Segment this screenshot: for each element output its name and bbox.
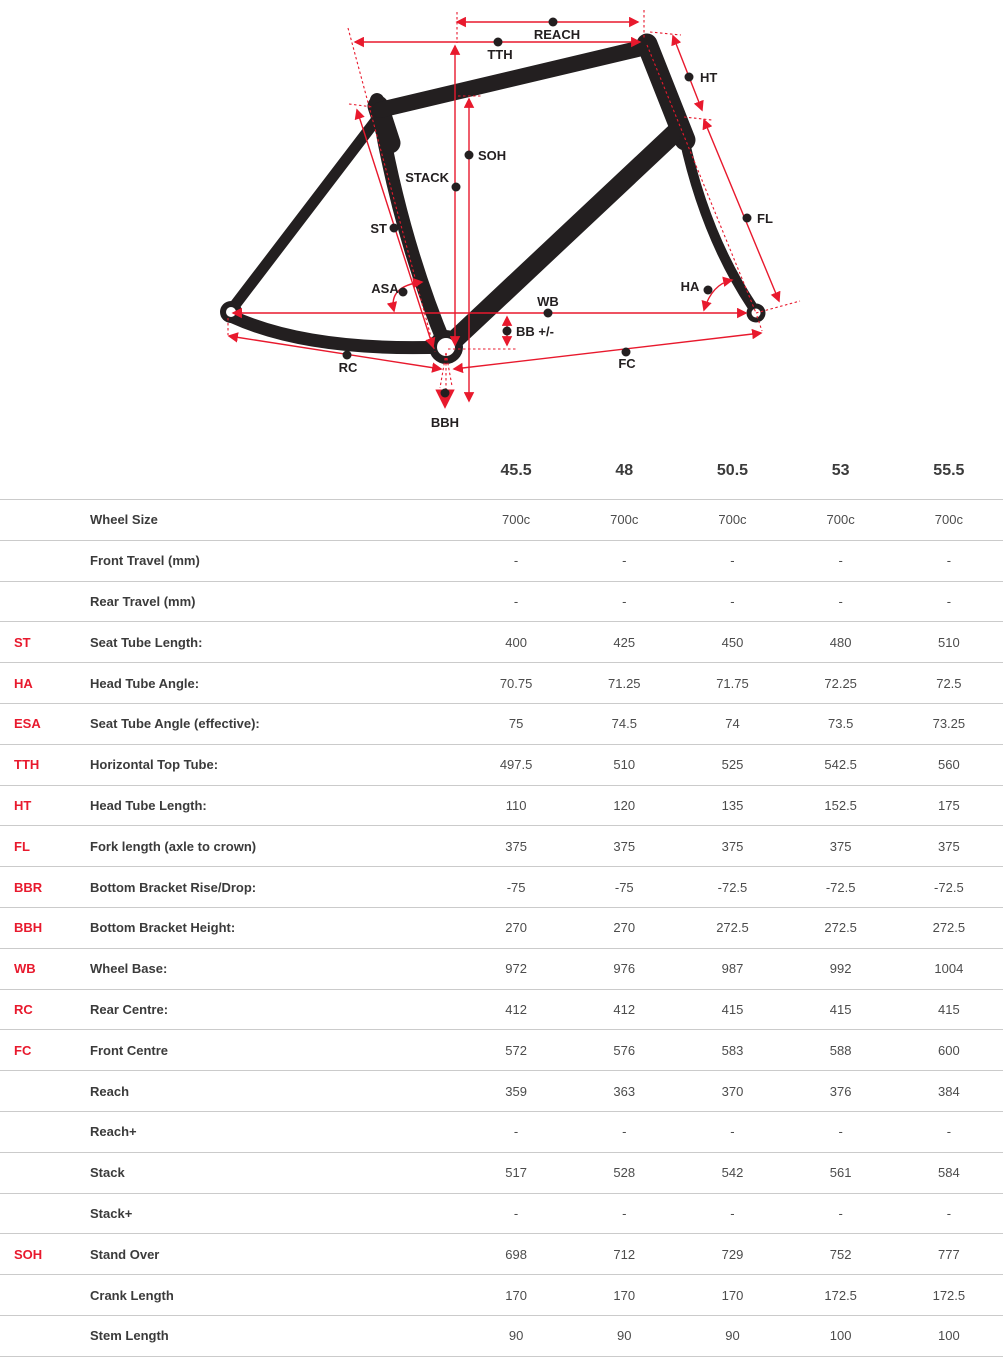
row-value: 272.5	[678, 907, 786, 948]
row-abbr: ST	[0, 622, 90, 663]
row-value: 172.5	[787, 1275, 895, 1316]
top-tube	[380, 47, 646, 110]
row-value: 100	[895, 1315, 1003, 1356]
label-ha: HA	[680, 279, 700, 294]
table-row	[0, 1152, 1003, 1193]
table-row	[0, 1111, 1003, 1152]
row-value: -72.5	[895, 867, 1003, 908]
row-abbr	[0, 1315, 90, 1356]
row-value: 72.5	[895, 663, 1003, 704]
row-value: 135	[678, 785, 786, 826]
row-label: Stack	[90, 1152, 462, 1193]
seatstay	[232, 119, 377, 309]
row-value: 412	[570, 989, 678, 1030]
row-value: 71.25	[570, 663, 678, 704]
row-value: -75	[570, 867, 678, 908]
row-label: Horizontal Top Tube:	[90, 744, 462, 785]
row-label: Front Centre	[90, 1030, 462, 1071]
row-value: 712	[570, 1234, 678, 1275]
row-abbr: BBH	[0, 907, 90, 948]
row-value: 384	[895, 1071, 1003, 1112]
row-value: 528	[570, 1152, 678, 1193]
row-value: 120	[570, 785, 678, 826]
row-value: 583	[678, 1030, 786, 1071]
row-abbr: ESA	[0, 703, 90, 744]
geometry-table-body	[0, 500, 1003, 1357]
row-label: Seat Tube Angle (effective):	[90, 703, 462, 744]
row-abbr: SOH	[0, 1234, 90, 1275]
row-value: 752	[787, 1234, 895, 1275]
row-value: 584	[895, 1152, 1003, 1193]
row-value: 588	[787, 1030, 895, 1071]
size-header: 55.5	[933, 462, 965, 479]
row-value: 415	[895, 989, 1003, 1030]
table-row	[0, 500, 1003, 541]
row-value: 600	[895, 1030, 1003, 1071]
row-value: 272.5	[895, 907, 1003, 948]
row-label: Fork length (axle to crown)	[90, 826, 462, 867]
row-value: 170	[570, 1275, 678, 1316]
row-value: 375	[678, 826, 786, 867]
bike-frame-silhouette	[220, 44, 766, 364]
soh-dot	[465, 151, 474, 160]
row-value: -	[462, 1193, 570, 1234]
geometry-table	[0, 443, 1003, 1357]
row-value: -	[895, 540, 1003, 581]
row-value: -72.5	[787, 867, 895, 908]
row-value: -	[678, 581, 786, 622]
tth-dot	[494, 38, 503, 47]
row-abbr	[0, 1152, 90, 1193]
bbh-dot	[441, 389, 450, 398]
row-abbr: TTH	[0, 744, 90, 785]
row-label: Head Tube Length:	[90, 785, 462, 826]
size-header: 53	[831, 462, 850, 479]
row-value: 400	[462, 622, 570, 663]
row-value: 425	[570, 622, 678, 663]
row-value: 170	[462, 1275, 570, 1316]
row-value: -	[787, 1193, 895, 1234]
row-value: 90	[678, 1315, 786, 1356]
row-value: -	[678, 1111, 786, 1152]
row-label: Reach	[90, 1071, 462, 1112]
row-value: 1004	[895, 948, 1003, 989]
row-label: Reach+	[90, 1111, 462, 1152]
row-value: 561	[787, 1152, 895, 1193]
row-value: 525	[678, 744, 786, 785]
row-abbr	[0, 581, 90, 622]
table-row	[0, 826, 1003, 867]
label-bbh: BBH	[430, 415, 460, 430]
row-value: -	[570, 1111, 678, 1152]
row-value: -	[462, 1111, 570, 1152]
row-label: Rear Centre:	[90, 989, 462, 1030]
row-value: -	[570, 540, 678, 581]
row-value: 412	[462, 989, 570, 1030]
ha-dot	[704, 286, 713, 295]
row-value: -	[787, 1111, 895, 1152]
row-label: Seat Tube Length:	[90, 622, 462, 663]
row-value: -	[678, 1193, 786, 1234]
header-spacer-abbr	[0, 443, 90, 500]
row-value: -	[462, 540, 570, 581]
row-label: Rear Travel (mm)	[90, 581, 462, 622]
label-ht: HT	[700, 70, 718, 85]
row-value: 376	[787, 1071, 895, 1112]
table-row	[0, 1030, 1003, 1071]
row-abbr	[0, 1071, 90, 1112]
row-value: 375	[462, 826, 570, 867]
row-value: 777	[895, 1234, 1003, 1275]
row-value: 75	[462, 703, 570, 744]
row-abbr	[0, 1275, 90, 1316]
row-label: Stand Over	[90, 1234, 462, 1275]
table-row	[0, 867, 1003, 908]
st-dot	[390, 224, 399, 233]
row-value: 976	[570, 948, 678, 989]
row-value: 700c	[570, 500, 678, 541]
ht-dot	[685, 73, 694, 82]
row-value: 363	[570, 1071, 678, 1112]
table-row	[0, 540, 1003, 581]
chainstay	[233, 317, 446, 348]
row-value: 270	[570, 907, 678, 948]
table-row	[0, 948, 1003, 989]
row-label: Stack+	[90, 1193, 462, 1234]
row-value: 152.5	[787, 785, 895, 826]
row-value: 560	[895, 744, 1003, 785]
row-value: 272.5	[787, 907, 895, 948]
row-value: 170	[678, 1275, 786, 1316]
stack-dot	[452, 183, 461, 192]
table-row	[0, 1071, 1003, 1112]
row-value: 375	[570, 826, 678, 867]
row-abbr: HA	[0, 663, 90, 704]
row-label: Bottom Bracket Rise/Drop:	[90, 867, 462, 908]
row-label: Wheel Base:	[90, 948, 462, 989]
row-value: 700c	[787, 500, 895, 541]
row-value: 572	[462, 1030, 570, 1071]
row-value: 74	[678, 703, 786, 744]
header-spacer-label	[90, 443, 462, 500]
wb-dot	[544, 309, 553, 318]
size-header-row	[0, 443, 1003, 500]
row-value: 510	[570, 744, 678, 785]
row-value: 415	[678, 989, 786, 1030]
size-header: 48	[615, 462, 634, 479]
row-value: 375	[895, 826, 1003, 867]
row-value: 992	[787, 948, 895, 989]
table-row	[0, 663, 1003, 704]
row-value: 542	[678, 1152, 786, 1193]
row-value: 73.5	[787, 703, 895, 744]
label-reach: REACH	[533, 27, 581, 42]
row-abbr: FC	[0, 1030, 90, 1071]
row-label: Head Tube Angle:	[90, 663, 462, 704]
label-bb: BB +/-	[516, 324, 554, 339]
row-value: 510	[895, 622, 1003, 663]
row-value: 71.75	[678, 663, 786, 704]
table-row	[0, 1315, 1003, 1356]
row-abbr: FL	[0, 826, 90, 867]
label-asa: ASA	[371, 281, 399, 296]
size-header: 45.5	[500, 462, 532, 479]
row-abbr: HT	[0, 785, 90, 826]
rear-axle-hole	[226, 307, 236, 317]
table-row	[0, 785, 1003, 826]
row-value: 517	[462, 1152, 570, 1193]
row-abbr	[0, 500, 90, 541]
row-value: 172.5	[895, 1275, 1003, 1316]
label-fl: FL	[757, 211, 773, 226]
row-label: Front Travel (mm)	[90, 540, 462, 581]
row-value: 370	[678, 1071, 786, 1112]
row-value: 729	[678, 1234, 786, 1275]
row-value: -	[570, 581, 678, 622]
row-value: 90	[570, 1315, 678, 1356]
row-value: 698	[462, 1234, 570, 1275]
row-value: -	[895, 1193, 1003, 1234]
row-value: 480	[787, 622, 895, 663]
row-label: Crank Length	[90, 1275, 462, 1316]
row-value: 375	[787, 826, 895, 867]
table-row	[0, 907, 1003, 948]
row-value: 70.75	[462, 663, 570, 704]
row-abbr	[0, 540, 90, 581]
table-row	[0, 581, 1003, 622]
row-label: Bottom Bracket Height:	[90, 907, 462, 948]
row-value: -	[895, 1111, 1003, 1152]
row-abbr	[0, 1111, 90, 1152]
row-value: 700c	[678, 500, 786, 541]
row-value: 700c	[462, 500, 570, 541]
row-value: 450	[678, 622, 786, 663]
table-row	[0, 989, 1003, 1030]
row-value: 73.25	[895, 703, 1003, 744]
row-label: Wheel Size	[90, 500, 462, 541]
reach-dot	[549, 18, 558, 27]
label-rc: RC	[338, 360, 358, 375]
row-value: -	[787, 540, 895, 581]
row-value: 100	[787, 1315, 895, 1356]
row-value: 576	[570, 1030, 678, 1071]
row-value: 700c	[895, 500, 1003, 541]
asa-dot	[399, 288, 408, 297]
label-st: ST	[370, 221, 387, 236]
row-value: 972	[462, 948, 570, 989]
row-value: 270	[462, 907, 570, 948]
row-value: -	[895, 581, 1003, 622]
label-stack: STACK	[405, 170, 449, 185]
table-row	[0, 1193, 1003, 1234]
row-value: -	[787, 581, 895, 622]
label-fc: FC	[618, 356, 636, 371]
row-abbr: BBR	[0, 867, 90, 908]
row-abbr: WB	[0, 948, 90, 989]
bb-dot	[503, 327, 512, 336]
row-label: Stem Length	[90, 1315, 462, 1356]
row-value: 72.25	[787, 663, 895, 704]
row-value: -	[570, 1193, 678, 1234]
row-value: 74.5	[570, 703, 678, 744]
fl-dot	[743, 214, 752, 223]
row-abbr	[0, 1193, 90, 1234]
table-row	[0, 1234, 1003, 1275]
row-value: 542.5	[787, 744, 895, 785]
table-row	[0, 622, 1003, 663]
row-value: 175	[895, 785, 1003, 826]
row-value: 987	[678, 948, 786, 989]
rc-dot	[343, 351, 352, 360]
size-header: 50.5	[716, 462, 749, 479]
row-value: -72.5	[678, 867, 786, 908]
row-abbr: RC	[0, 989, 90, 1030]
table-row	[0, 1275, 1003, 1316]
row-value: -75	[462, 867, 570, 908]
row-value: 497.5	[462, 744, 570, 785]
row-value: 90	[462, 1315, 570, 1356]
label-wb: WB	[537, 294, 559, 309]
label-soh: SOH	[478, 148, 507, 163]
row-value: 415	[787, 989, 895, 1030]
row-value: -	[462, 581, 570, 622]
table-row	[0, 703, 1003, 744]
row-value: 359	[462, 1071, 570, 1112]
row-value: -	[678, 540, 786, 581]
geometry-diagram	[0, 0, 1003, 443]
label-tth: TTH	[487, 47, 513, 62]
row-value: 110	[462, 785, 570, 826]
table-row	[0, 744, 1003, 785]
